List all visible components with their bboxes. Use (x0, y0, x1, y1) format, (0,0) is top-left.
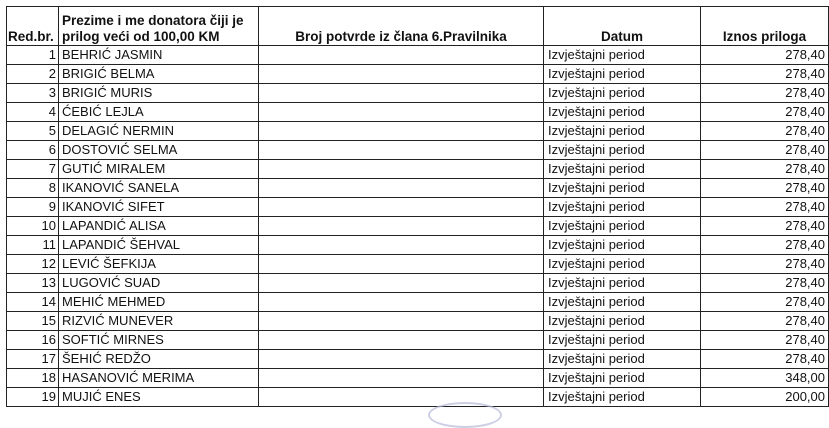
cell-iznos: 278,40 (701, 350, 829, 369)
cell-broj-potvrde (259, 255, 544, 274)
table-row (7, 217, 829, 236)
table-row (7, 369, 829, 388)
header-broj-potvrde: Broj potvrde iz člana 6.Pravilnika (259, 7, 544, 46)
cell-iznos: 278,40 (701, 293, 829, 312)
cell-donor-name: LAPANDIĆ ŠEHVAL (59, 236, 259, 255)
cell-donor-name: HASANOVIĆ MERIMA (59, 369, 259, 388)
cell-red-br: 7 (7, 160, 59, 179)
cell-iznos: 278,40 (701, 331, 829, 350)
cell-donor-name: LEVIĆ ŠEFKIJA (59, 255, 259, 274)
cell-datum: Izvještajni period (544, 274, 701, 293)
cell-iznos: 348,00 (701, 369, 829, 388)
cell-red-br: 13 (7, 274, 59, 293)
cell-iznos: 278,40 (701, 65, 829, 84)
cell-donor-name: BRIGIĆ BELMA (59, 65, 259, 84)
cell-datum: Izvještajni period (544, 160, 701, 179)
table-row (7, 198, 829, 217)
cell-donor-name: RIZVIĆ MUNEVER (59, 312, 259, 331)
cell-broj-potvrde (259, 274, 544, 293)
cell-broj-potvrde (259, 141, 544, 160)
header-iznos-priloga: Iznos priloga (701, 7, 829, 46)
cell-iznos: 278,40 (701, 312, 829, 331)
header-donor-name-line2: prilog veći od 100,00 KM (62, 29, 220, 44)
cell-broj-potvrde (259, 160, 544, 179)
cell-donor-name: MUJIĆ ENES (59, 388, 259, 407)
cell-datum: Izvještajni period (544, 331, 701, 350)
cell-iznos: 278,40 (701, 198, 829, 217)
cell-red-br: 1 (7, 46, 59, 65)
cell-datum: Izvještajni period (544, 255, 701, 274)
cell-donor-name: IKANOVIĆ SIFET (59, 198, 259, 217)
cell-donor-name: LUGOVIĆ SUAD (59, 274, 259, 293)
cell-donor-name: MEHIĆ MEHMED (59, 293, 259, 312)
cell-donor-name: ĆEBIĆ LEJLA (59, 103, 259, 122)
cell-broj-potvrde (259, 236, 544, 255)
cell-red-br: 16 (7, 331, 59, 350)
table-row (7, 274, 829, 293)
cell-red-br: 8 (7, 179, 59, 198)
cell-broj-potvrde (259, 65, 544, 84)
cell-datum: Izvještajni period (544, 141, 701, 160)
header-red-br: Red.br. (7, 7, 59, 46)
cell-datum: Izvještajni period (544, 103, 701, 122)
cell-iznos: 278,40 (701, 141, 829, 160)
cell-broj-potvrde (259, 122, 544, 141)
cell-red-br: 19 (7, 388, 59, 407)
cell-datum: Izvještajni period (544, 312, 701, 331)
donors-table (6, 6, 829, 407)
table-row (7, 141, 829, 160)
cell-datum: Izvještajni period (544, 65, 701, 84)
cell-iznos: 278,40 (701, 160, 829, 179)
cell-datum: Izvještajni period (544, 198, 701, 217)
stamp-mark (428, 402, 502, 428)
cell-broj-potvrde (259, 179, 544, 198)
cell-donor-name: BRIGIĆ MURIS (59, 84, 259, 103)
cell-datum: Izvještajni period (544, 236, 701, 255)
cell-red-br: 14 (7, 293, 59, 312)
cell-donor-name: DELAGIĆ NERMIN (59, 122, 259, 141)
cell-broj-potvrde (259, 388, 544, 407)
cell-datum: Izvještajni period (544, 369, 701, 388)
cell-datum: Izvještajni period (544, 179, 701, 198)
table-row (7, 179, 829, 198)
cell-donor-name: LAPANDIĆ ALISA (59, 217, 259, 236)
cell-red-br: 5 (7, 122, 59, 141)
cell-broj-potvrde (259, 369, 544, 388)
header-donor-name (59, 7, 259, 46)
cell-iznos: 278,40 (701, 236, 829, 255)
table-row (7, 160, 829, 179)
table-row (7, 293, 829, 312)
cell-iznos: 278,40 (701, 179, 829, 198)
cell-red-br: 10 (7, 217, 59, 236)
cell-iznos: 278,40 (701, 274, 829, 293)
cell-donor-name: GUTIĆ MIRALEM (59, 160, 259, 179)
table-row (7, 236, 829, 255)
cell-broj-potvrde (259, 293, 544, 312)
cell-red-br: 18 (7, 369, 59, 388)
table-row (7, 312, 829, 331)
cell-red-br: 15 (7, 312, 59, 331)
cell-broj-potvrde (259, 350, 544, 369)
cell-red-br: 3 (7, 84, 59, 103)
cell-red-br: 4 (7, 103, 59, 122)
header-row (7, 7, 829, 46)
cell-iznos: 278,40 (701, 103, 829, 122)
cell-donor-name: IKANOVIĆ SANELA (59, 179, 259, 198)
table-row (7, 388, 829, 407)
cell-iznos: 200,00 (701, 388, 829, 407)
table-row (7, 103, 829, 122)
cell-broj-potvrde (259, 198, 544, 217)
cell-broj-potvrde (259, 46, 544, 65)
cell-red-br: 17 (7, 350, 59, 369)
cell-iznos: 278,40 (701, 122, 829, 141)
header-datum: Datum (544, 7, 701, 46)
cell-datum: Izvještajni period (544, 293, 701, 312)
cell-iznos: 278,40 (701, 217, 829, 236)
table-row (7, 46, 829, 65)
table-row (7, 122, 829, 141)
cell-red-br: 6 (7, 141, 59, 160)
table-row (7, 350, 829, 369)
cell-red-br: 2 (7, 65, 59, 84)
cell-datum: Izvještajni period (544, 84, 701, 103)
table-body (7, 46, 829, 407)
table-row (7, 331, 829, 350)
cell-broj-potvrde (259, 84, 544, 103)
cell-iznos: 278,40 (701, 46, 829, 65)
cell-datum: Izvještajni period (544, 388, 701, 407)
cell-donor-name: ŠEHIĆ REDŽO (59, 350, 259, 369)
table-row (7, 65, 829, 84)
cell-datum: Izvještajni period (544, 46, 701, 65)
table-row (7, 84, 829, 103)
cell-donor-name: DOSTOVIĆ SELMA (59, 141, 259, 160)
cell-datum: Izvještajni period (544, 122, 701, 141)
cell-broj-potvrde (259, 331, 544, 350)
cell-red-br: 11 (7, 236, 59, 255)
header-donor-name-line1: Prezime i me donatora čiji je (62, 13, 244, 28)
cell-iznos: 278,40 (701, 84, 829, 103)
cell-datum: Izvještajni period (544, 350, 701, 369)
table-row (7, 255, 829, 274)
cell-datum: Izvještajni period (544, 217, 701, 236)
cell-red-br: 12 (7, 255, 59, 274)
cell-broj-potvrde (259, 312, 544, 331)
cell-donor-name: SOFTIĆ MIRNES (59, 331, 259, 350)
cell-broj-potvrde (259, 103, 544, 122)
cell-broj-potvrde (259, 217, 544, 236)
cell-iznos: 278,40 (701, 255, 829, 274)
cell-red-br: 9 (7, 198, 59, 217)
cell-donor-name: BEHRIĆ JASMIN (59, 46, 259, 65)
